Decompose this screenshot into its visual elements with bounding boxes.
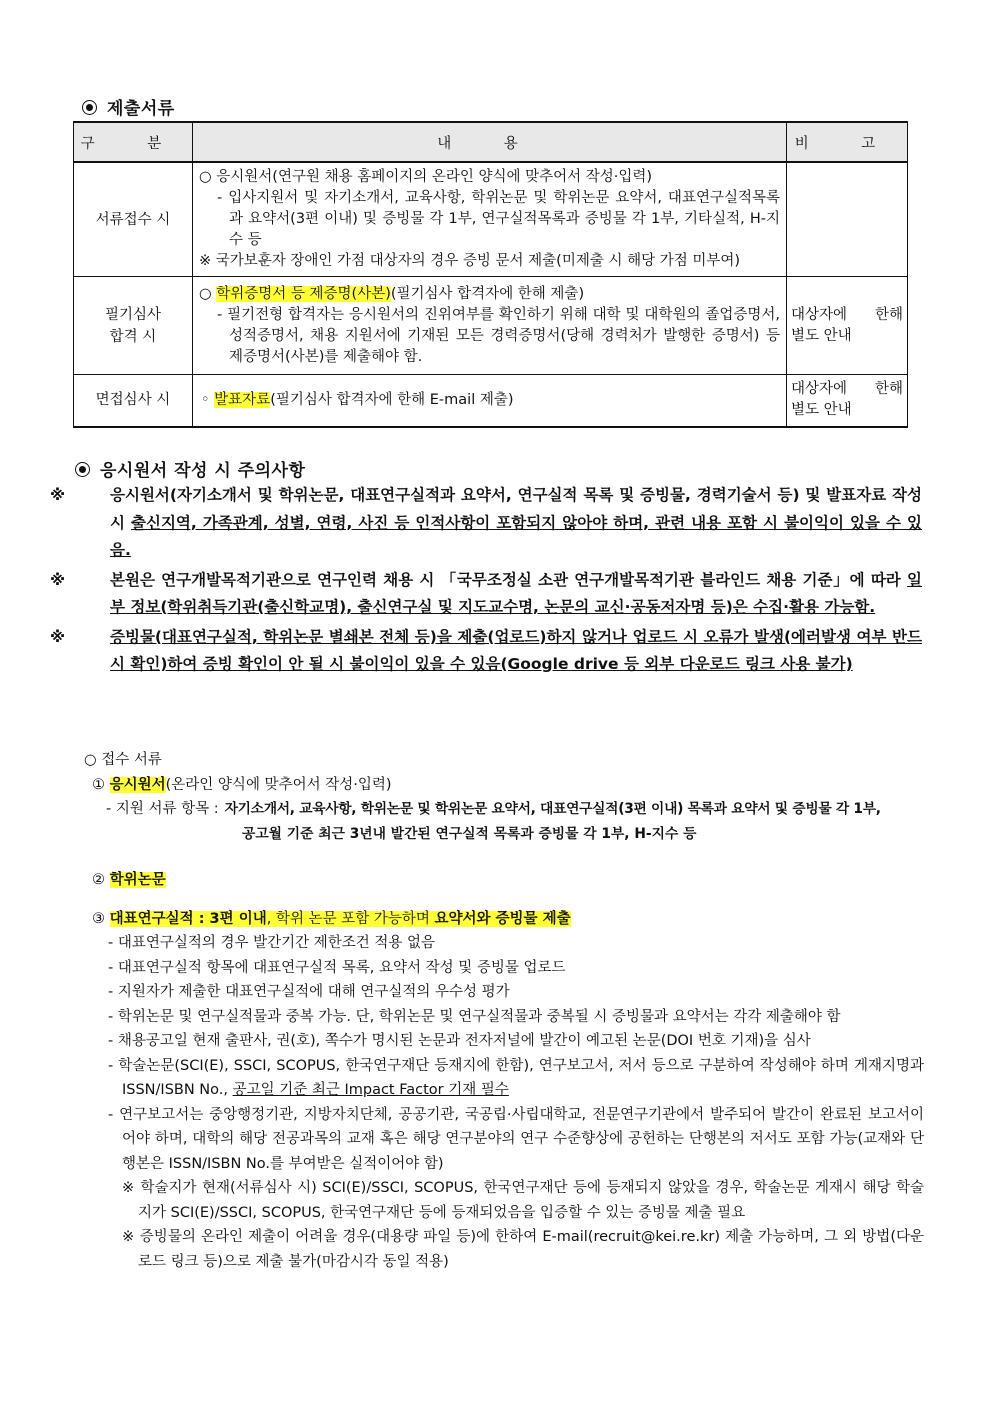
row-category: 서류접수 시 — [74, 162, 193, 277]
list-item: - 지원자가 제출한 대표연구실적에 대해 연구실적의 우수성 평가 — [108, 984, 510, 1000]
row-content — [193, 277, 787, 375]
submission-heading: ○ 접수 서류 — [84, 752, 162, 768]
section-title-cautions: 응시원서 작성 시 주의사항 — [75, 456, 305, 481]
row-remarks: 대상자에 한해 별도 안내 — [787, 277, 908, 375]
reference-notes — [108, 1176, 924, 1274]
representative-bullets — [84, 931, 924, 1274]
reference-note: ※ 증빙물의 온라인 제출이 어려울 경우(대용량 파일 등)에 한하여 E-mail(recruit@kei.re.kr) 제출 가능하며, 그 외 방법(다운로드 링크 등)으로 제출 불가(마감시각 동일 적용) — [122, 1229, 924, 1270]
item-application: ① 응시원서(온라인 양식에 맞추어서 작성·입력) — [92, 776, 392, 793]
list-item: - 대표연구실적 항목에 대표연구실적 목록, 요약서 작성 및 증빙물 업로드 — [108, 959, 566, 976]
caution-note: ※ 응시원서(자기소개서 및 학위논문, 대표연구실적과 요약서, 연구실적 목록 및 증빙물, 경력기술서 등) 및 발표자료 작성 시 출신지역, 가족관계, 성별, 연령, 사진 등 인적사항이 포함되지 않아야 하며, 관련 내용 포함 시 불이익이 있을 수 있음. — [50, 486, 922, 559]
header-content: 내 용 — [193, 122, 787, 162]
row-category: 면접심사 시 — [74, 375, 193, 427]
row-content: ◦ 발표자료(필기심사 합격자에 한해 E-mail 제출) — [193, 375, 787, 427]
highlight-text: 발표자료 — [214, 391, 271, 408]
table-row — [74, 162, 908, 277]
documents-table — [73, 121, 908, 428]
item-application-sub-cont: 공고월 기준 최근 3년내 발간된 연구실적 목록과 증빙물 각 1부, H-지수 등 — [242, 825, 697, 842]
list-item: - 연구보고서는 중앙행정기관, 지방자치단체, 공공기관, 국공립·사립대학교, 전문연구기관에서 발주되어 발간이 완료된 보고서이어야 하며, 대학의 해당 전공과목의 교재 혹은 해당 연구분야의 연구 수준향상에 공헌하는 단행본의 저서도 포함 가능(교재와 단행본은 ISSN/ISBN No.를 부여받은 실적이어야 함) — [108, 1106, 924, 1172]
header-remarks: 비 고 — [787, 122, 908, 162]
item-thesis: ② 학위논문 — [92, 872, 166, 888]
list-item: - 대표연구실적의 경우 발간기간 제한조건 적용 없음 — [108, 935, 436, 951]
header-category: 구 분 — [74, 122, 193, 162]
section-title-documents: 제출서류 — [82, 94, 175, 119]
highlight-text: 응시원서 — [109, 776, 166, 793]
submission-docs-section — [84, 748, 924, 1274]
content-line: ※ 국가보훈자 장애인 가점 대상자의 경우 증빙 문서 제출(미제출 시 해당 가점 미부여) — [199, 253, 741, 269]
item-representative: ③ 대표연구실적 : 3편 이내, 학위 논문 포함 가능하며 요약서와 증빙물 제출 — [92, 910, 571, 927]
list-item: - 채용공고일 현재 출판사, 권(호), 쪽수가 명시된 논문과 전자저널에 발간이 예고된 논문(DOI 번호 기재)을 심사 — [108, 1033, 811, 1049]
highlight-text: 학위증명서 등 제증명(사본) — [216, 285, 391, 302]
reference-note: ※ 학술지가 현재(서류심사 시) SCI(E)/SSCI, SCOPUS, 한국연구재단 등에 등재되지 않았을 경우, 학술논문 게재시 해당 학술지가 SCI(E)/SSCI, SCOPUS, 한국연구재단 등에 등재되었음을 입증할 수 있는 증빙물 제출 필요 — [122, 1180, 924, 1221]
table-header-row — [74, 122, 908, 162]
table-row — [74, 375, 908, 427]
list-item: - 학위논문 및 연구실적물과 중복 가능. 단, 학위논문 및 연구실적물과 중복될 시 증빙물과 요약서는 각각 제출해야 함 — [108, 1008, 841, 1025]
highlight-text: 학위논문 — [109, 872, 166, 888]
content-line: - 필기전형 합격자는 응시원서의 진위여부를 확인하기 위해 대학 및 대학원의 졸업증명서, 성적증명서, 채용 지원서에 기재된 모든 경력증명서(당해 경력처가 발행한 증명서) 등 제증명서(사본)를 제출해야 함. — [217, 306, 780, 365]
caution-note: ※ 본원은 연구개발목적기관으로 연구인력 채용 시 「국무조정실 소관 연구개발목적기관 블라인드 채용 기준」에 따라 일부 정보(학위취득기관(출신학교명), 출신연구실 및 지도교수명, 논문의 교신·공동저자명 등)은 수집·활용 가능함. — [50, 570, 922, 616]
row-remarks: 대상자에 한해 별도 안내 — [787, 375, 908, 427]
item-application-sub: - 지원 서류 항목 : 자기소개서, 교육사항, 학위논문 및 학위논문 요약서, 대표연구실적(3편 이내) 목록과 요약서 및 증빙물 각 1부, — [106, 801, 881, 817]
filled-circle-bullet-icon — [82, 100, 97, 115]
row-remarks — [787, 162, 908, 277]
content-line: - 입사지원서 및 자기소개서, 교육사항, 학위논문 및 학위논문 요약서, 대표연구실적목록과 요약서(3편 이내) 및 증빙물 각 1부, 연구실적목록과 증빙물 각 1부, 기타실적, H-지수 등 — [217, 190, 780, 248]
content-line: ○ 응시원서(연구원 채용 홈페이지의 온라인 양식에 맞추어서 작성·입력) — [199, 169, 653, 185]
cautions-list — [50, 482, 922, 679]
table-row — [74, 277, 908, 375]
list-item: - 학술논문(SCI(E), SSCI, SCOPUS, 한국연구재단 등재지에 한함), 연구보고서, 저서 등으로 구분하여 작성해야 하며 게재지명과 ISSN/ISBN No., 공고일 기준 최근 Impact Factor 기재 필수 — [108, 1057, 924, 1098]
caution-note: ※ 증빙물(대표연구실적, 학위논문 별쇄본 전체 등)을 제출(업로드)하지 않거나 업로드 시 오류가 발생(에러발생 여부 반드시 확인)하여 증빙 확인이 안 될 시 불이익이 있을 수 있음(Google drive 등 외부 다운로드 링크 사용 불가) — [50, 627, 922, 673]
highlight-text: 대표연구실적 : 3편 이내, 학위 논문 포함 가능하며 요약서와 증빙물 제출 — [109, 910, 571, 927]
row-content — [193, 162, 787, 277]
content-line: ○ 학위증명서 등 제증명(사본)(필기심사 합격자에 한해 제출) — [199, 285, 585, 302]
filled-circle-bullet-icon — [75, 462, 90, 477]
row-category: 필기심사 합격 시 — [74, 277, 193, 375]
